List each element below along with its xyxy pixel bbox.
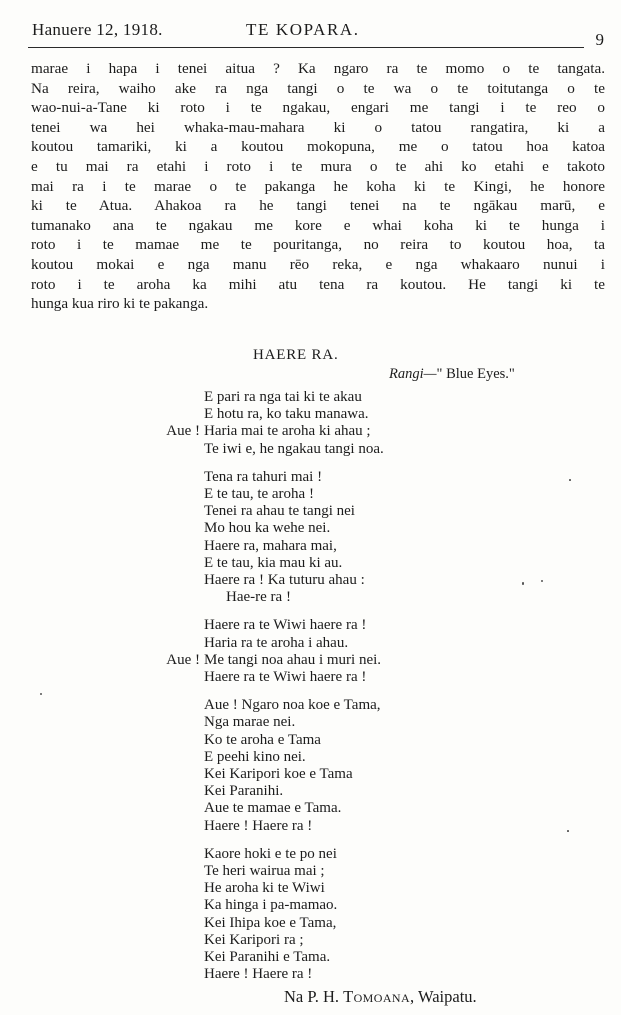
verse-line <box>204 572 604 589</box>
tune-name: " Blue Eyes." <box>436 366 515 382</box>
print-speck <box>40 693 42 695</box>
verse-line <box>204 749 604 766</box>
verse-line <box>204 406 604 423</box>
verse-text: Haere ra te Wiwi haere ra ! <box>204 617 367 634</box>
verse-text: E te tau, kia mau ki au. <box>204 554 343 571</box>
verse-text: Haere ! Haere ra ! <box>204 817 313 834</box>
verse-line <box>204 732 604 749</box>
paragraph-line: e tu mai ra etahi i roto i te mura o te ahi ko etahi e takoto <box>31 157 605 175</box>
verse-text: E te tau, te aroha ! <box>204 486 314 503</box>
publication-title: TE KOPARA. <box>246 20 360 39</box>
verse-text: Kaore hoki e te po nei <box>204 845 337 862</box>
verse-text: Me tangi noa ahau i muri nei. <box>204 651 382 668</box>
verse-line <box>204 389 604 406</box>
paragraph-line: wao-nui-a-Tane ki roto i te ngakau, engari me tangi i te reo o <box>31 99 605 117</box>
stanza <box>204 469 604 607</box>
verse-text: Ka hinga i pa-mamao. <box>204 897 338 914</box>
paragraph-line: hunga kua riro ki te pakanga. <box>31 295 209 313</box>
page-number: 9 <box>595 30 604 49</box>
verse-line <box>204 897 604 914</box>
paragraph-line: Na reira, waiho ake ra nga tangi o te wa o te toitutanga o te <box>31 79 605 97</box>
verse-text: Hae-re ra ! <box>226 589 291 606</box>
verse-text: Haere ! Haere ra ! <box>204 966 313 983</box>
verse-text: E hotu ra, ko taku manawa. <box>204 406 369 423</box>
verse-text: Kei Karipori ra ; <box>204 931 304 948</box>
verse-text: Kei Ihipa koe e Tama, <box>204 914 337 931</box>
verse-line <box>204 697 604 714</box>
verse-text: Kei Paranihi e Tama. <box>204 949 331 966</box>
verse-line <box>204 669 604 686</box>
paragraph-line: mai ra i te marae o te pakanga he koha ki te Kingi, he honore <box>31 177 605 195</box>
verse-text: Aue ! Ngaro noa koe e Tama, <box>204 697 381 714</box>
verse-line <box>204 469 604 486</box>
paragraph-line: koutou mokai e nga manu rēo reka, e nga whakaaro nunui i <box>31 255 605 273</box>
verse-text: Haria ra te aroha i ahau. <box>204 634 349 651</box>
verse-line <box>204 555 604 572</box>
verse-line <box>204 915 604 932</box>
verse-text: He aroha ki te Wiwi <box>204 880 325 897</box>
verse-line <box>204 966 604 983</box>
verse-exclamation: Aue ! <box>166 651 200 668</box>
verse-line <box>204 617 604 634</box>
song-verses <box>166 389 604 995</box>
print-speck <box>541 580 543 582</box>
print-speck <box>522 582 524 585</box>
verse-line <box>204 538 604 555</box>
verse-line <box>204 863 604 880</box>
paragraph-line: ki te Atua. Ahakoa ra he tangi tenei na te ngākau marū, e <box>31 197 605 215</box>
song-tune <box>389 366 515 383</box>
verse-text: E pari ra nga tai ki te akau <box>204 389 362 405</box>
paragraph-line: tenei wa hei whaka-mau-mahara ki o tatou rangatira, ki a <box>31 118 605 136</box>
verse-text: Haere ra te Wiwi haere ra ! <box>204 669 367 686</box>
body-paragraph <box>31 59 605 314</box>
verse-text: Tena ra tahuri mai ! <box>204 468 323 485</box>
paragraph-line: koutou tamariki, ki a koutou mokopuna, me o tatou hoa katoa <box>31 138 605 156</box>
verse-line <box>204 520 604 537</box>
verse-text: Te heri wairua mai ; <box>204 863 325 880</box>
verse-text: Kei Karipori koe e Tama <box>204 766 353 783</box>
paragraph-line: tumanako ana te ngakau me kore e whai koha ki te hunga i <box>31 216 605 234</box>
paragraph-line: roto i te mamae me te pouritanga, no reira to koutou hoa, ta <box>31 236 605 254</box>
issue-date: Hanuere 12, 1918. <box>32 20 163 39</box>
running-header <box>28 20 610 49</box>
stanza <box>166 389 604 458</box>
verse-text: Aue te mamae e Tama. <box>204 800 342 817</box>
print-speck <box>567 830 569 832</box>
verse-line <box>204 880 604 897</box>
verse-line <box>204 503 604 520</box>
verse-text: Mo hou ka wehe nei. <box>204 520 331 537</box>
verse-line <box>204 486 604 503</box>
verse-line <box>204 932 604 949</box>
song-title: HAERE RA. <box>253 347 339 363</box>
print-speck <box>569 479 571 481</box>
verse-line <box>166 423 604 440</box>
paragraph-line: roto i te aroha ka mihi atu tena ra koutou. He tangi ki te <box>31 275 605 293</box>
verse-line <box>166 651 604 669</box>
verse-text: Ko te aroha e Tama <box>204 731 321 748</box>
verse-line <box>204 714 604 731</box>
verse-text: Haria mai te aroha ki ahau ; <box>204 423 371 440</box>
verse-text: Nga marae nei. <box>204 714 296 731</box>
verse-line <box>204 846 604 863</box>
verse-exclamation: Aue ! <box>166 423 200 440</box>
stanza <box>204 697 604 835</box>
verse-text: Kei Paranihi. <box>204 783 284 800</box>
signature-prefix: Na P. H. <box>284 987 344 1006</box>
verse-text: Tenei ra ahau te tangi nei <box>204 503 355 520</box>
verse-line <box>204 589 604 606</box>
verse-text: Haere ra ! Ka tuturu ahau : <box>204 572 365 589</box>
stanza <box>204 846 604 984</box>
verse-line <box>204 766 604 783</box>
verse-line <box>204 800 604 817</box>
verse-line <box>204 818 604 835</box>
verse-line <box>204 783 604 800</box>
signature <box>284 987 477 1007</box>
verse-text: Te iwi e, he ngakau tangi noa. <box>204 440 384 457</box>
verse-text: E peehi kino nei. <box>204 748 306 765</box>
header-rule <box>28 47 584 48</box>
tune-label: Rangi— <box>389 366 437 382</box>
verse-line <box>204 949 604 966</box>
signature-surname: Tomoana <box>343 987 411 1006</box>
verse-line <box>204 441 604 458</box>
verse-line <box>204 635 604 652</box>
verse-text: Haere ra, mahara mai, <box>204 537 337 554</box>
stanza <box>166 617 604 686</box>
signature-place: , Waipatu. <box>410 987 477 1006</box>
paragraph-line: marae i hapa i tenei aitua ? Ka ngaro ra te momo o te tangata. <box>31 60 605 77</box>
